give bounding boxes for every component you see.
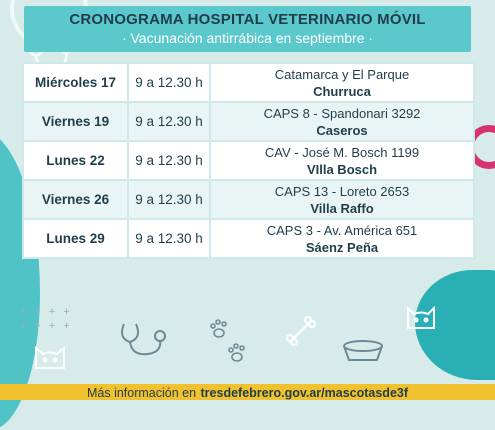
pet-bowl-icon — [340, 338, 386, 364]
location-zone: Sáenz Peña — [305, 239, 379, 255]
day-cell: Lunes 22 — [23, 141, 128, 180]
table-row — [23, 141, 474, 180]
day-cell: Viernes 19 — [23, 102, 128, 141]
day-cell: Lunes 29 — [23, 219, 128, 258]
footer-link[interactable]: tresdefebrero.gov.ar/mascotasde3f — [200, 386, 409, 400]
location-cell — [210, 102, 474, 141]
location-cell — [210, 141, 474, 180]
bone-icon — [284, 314, 318, 348]
schedule-table — [22, 62, 475, 259]
paw-print-icon — [208, 318, 230, 340]
day-cell: Viernes 26 — [23, 180, 128, 219]
location-cell — [210, 63, 474, 102]
header-banner — [24, 6, 471, 52]
stethoscope-icon — [118, 320, 178, 360]
location-cell — [210, 180, 474, 219]
plus-pattern: ++++ — [20, 320, 78, 332]
location-zone: VIlla Bosch — [306, 161, 378, 177]
table-row — [23, 219, 474, 258]
day-cell: Miércoles 17 — [23, 63, 128, 102]
location-address: CAV - José M. Bosch 1199 — [264, 144, 420, 160]
location-cell — [210, 219, 474, 258]
location-address: CAPS 8 - Spandonari 3292 — [263, 105, 421, 121]
hours-cell: 9 a 12.30 h — [128, 219, 210, 258]
location-address: CAPS 13 - Loreto 2653 — [274, 183, 410, 199]
footer-info-bar — [0, 384, 495, 400]
hours-cell: 9 a 12.30 h — [128, 102, 210, 141]
table-row — [23, 180, 474, 219]
location-address: CAPS 3 - Av. América 651 — [266, 222, 418, 238]
hours-cell: 9 a 12.30 h — [128, 180, 210, 219]
location-address: Catamarca y El Parque — [274, 66, 410, 82]
location-zone: Villa Raffo — [310, 200, 374, 216]
paw-print-icon — [226, 342, 248, 364]
page-title: CRONOGRAMA HOSPITAL VETERINARIO MÓVIL — [69, 11, 426, 28]
location-zone: Caseros — [316, 122, 368, 138]
decorative-doodles — [0, 290, 495, 385]
table-row — [23, 102, 474, 141]
hours-cell: 9 a 12.30 h — [128, 63, 210, 102]
hours-cell: 9 a 12.30 h — [128, 141, 210, 180]
plus-pattern: ++++ — [20, 306, 78, 318]
footer-prefix: Más información en — [86, 386, 197, 400]
cat-face-icon — [32, 340, 68, 372]
table-row — [23, 63, 474, 102]
location-zone: Churruca — [313, 83, 371, 99]
cat-face-icon — [404, 300, 438, 332]
page-subtitle: · Vacunación antirrábica en septiembre · — [121, 30, 374, 46]
